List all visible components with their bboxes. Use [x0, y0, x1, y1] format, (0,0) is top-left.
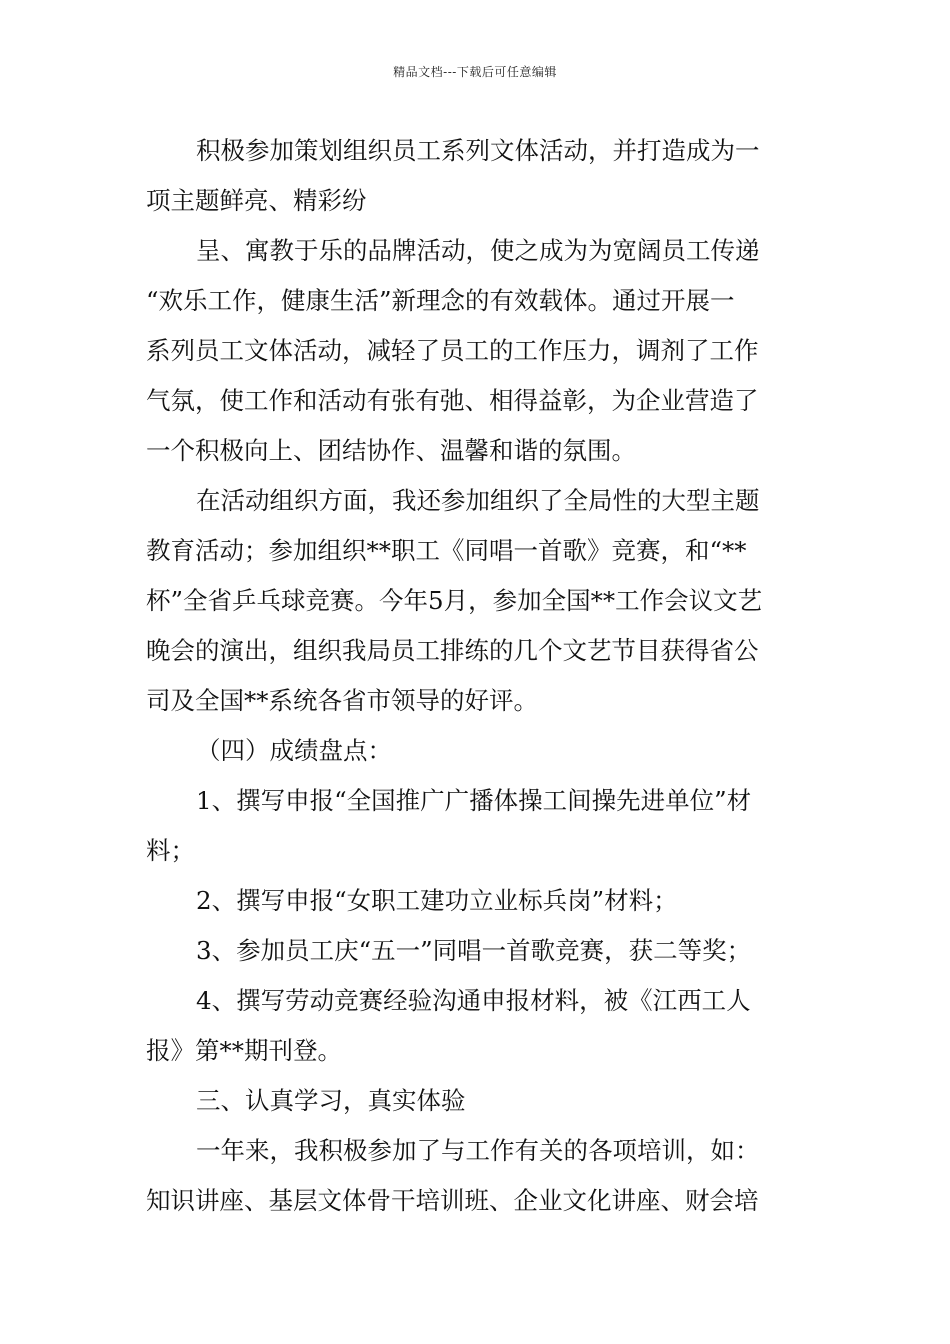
text-line: 系列员工文体活动，减轻了员工的工作压力，调剂了工作	[146, 336, 759, 365]
list-item: 4、撰写劳动竞赛经验沟通申报材料，被《江西工人	[196, 986, 751, 1015]
text-line: 料；	[146, 836, 195, 865]
section-heading: 三、认真学习，真实体验	[196, 1086, 466, 1115]
text-line: 在活动组织方面，我还参加组织了全局性的大型主题	[196, 486, 760, 515]
list-item: 2、撰写申报“女职工建功立业标兵岗”材料；	[196, 886, 678, 915]
list-item: 3、参加员工庆“五一”同唱一首歌竞赛，获二等奖；	[196, 936, 752, 965]
text-line: 晚会的演出，组织我局员工排练的几个文艺节目获得省公	[146, 636, 759, 665]
page-header: 精品文档---下载后可任意编辑	[393, 65, 557, 79]
document-body	[146, 126, 811, 1226]
text-line: “欢乐工作，健康生活”新理念的有效载体。通过开展一	[146, 286, 735, 315]
text-line: 知识讲座、基层文体骨干培训班、企业文化讲座、财会培	[146, 1186, 759, 1215]
text-line: 气氛，使工作和活动有张有弛、相得益彰，为企业营造了	[146, 386, 759, 415]
section-heading: （四）成绩盘点：	[196, 736, 392, 765]
text-line: 呈、寓教于乐的品牌活动，使之成为为宽阔员工传递	[196, 236, 760, 265]
text-line: 司及全国**系统各省市领导的好评。	[146, 686, 538, 715]
text-line: 报》第**期刊登。	[146, 1036, 342, 1065]
text-line: 一年来，我积极参加了与工作有关的各项培训，如：	[196, 1136, 760, 1165]
list-item: 1、撰写申报“全国推广广播体操工间操先进单位”材	[196, 786, 752, 815]
text-line: 杯”全省乒乓球竞赛。今年5月，参加全国**工作会议文艺	[146, 586, 763, 615]
text-line: 积极参加策划组织员工系列文体活动，并打造成为一	[196, 136, 760, 165]
text-line: 项主题鲜亮、精彩纷	[146, 186, 367, 215]
text-line: 一个积极向上、团结协作、温馨和谐的氛围。	[146, 436, 636, 465]
text-line: 教育活动；参加组织**职工《同唱一首歌》竞赛，和“**	[146, 536, 747, 565]
